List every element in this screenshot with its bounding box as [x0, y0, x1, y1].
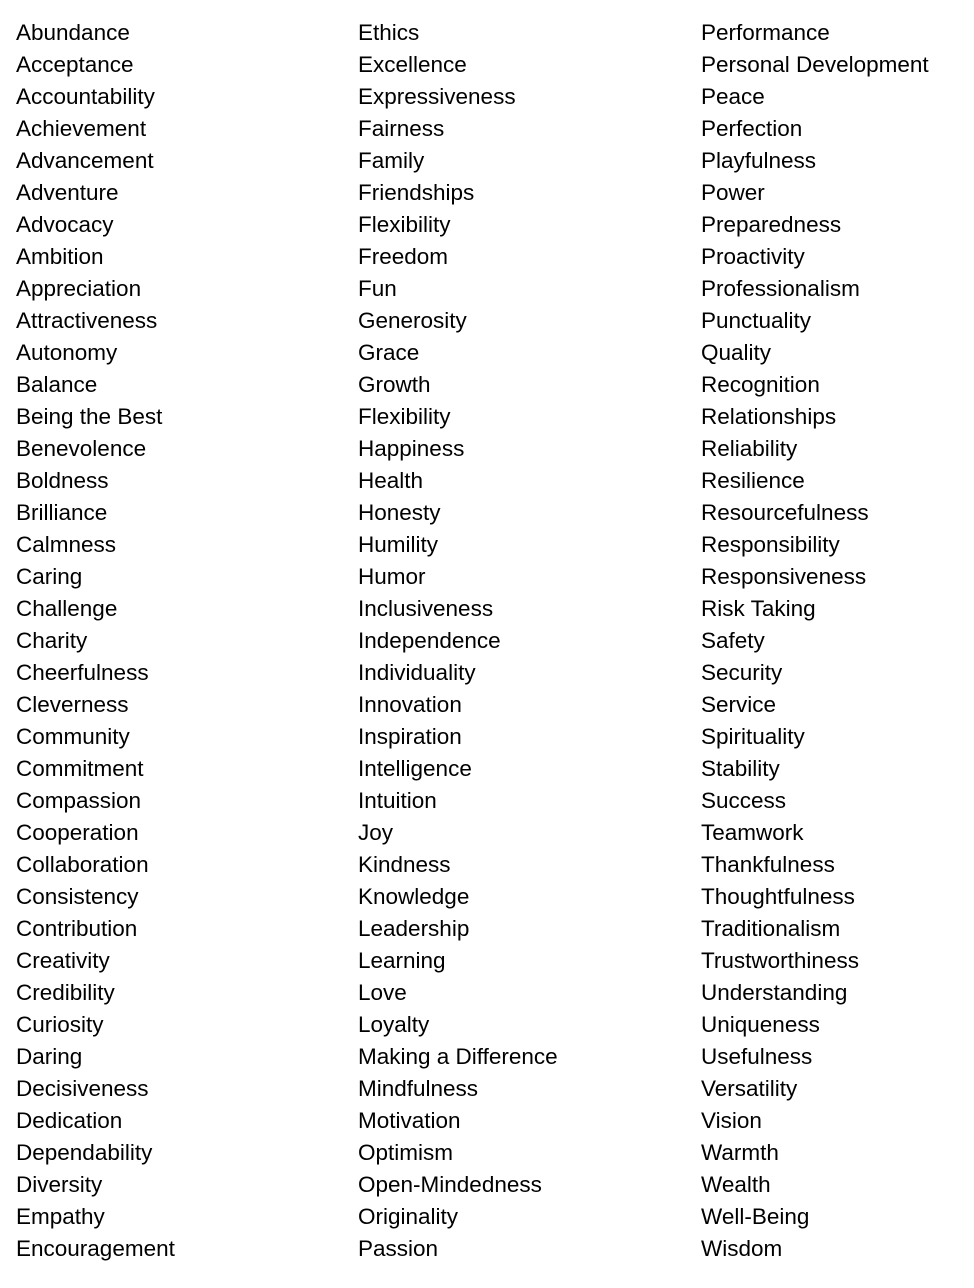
value-word: Innovation	[358, 692, 462, 717]
value-word: Spirituality	[701, 724, 805, 749]
value-word: Security	[701, 660, 783, 685]
value-word: Advancement	[16, 148, 154, 173]
value-word: Cooperation	[16, 820, 139, 845]
value-word: Resilience	[701, 468, 805, 493]
value-word: Punctuality	[701, 308, 812, 333]
value-word: Encouragement	[16, 1236, 175, 1261]
value-word: Intuition	[358, 788, 437, 813]
value-word: Family	[358, 148, 425, 173]
value-word: Empathy	[16, 1204, 105, 1229]
value-word: Ambition	[16, 244, 104, 269]
value-word: Relationships	[701, 404, 837, 429]
value-word: Intelligence	[358, 756, 472, 781]
value-word: Balance	[16, 372, 98, 397]
value-word: Safety	[701, 628, 765, 653]
value-word: Learning	[358, 948, 446, 973]
value-word: Proactivity	[701, 244, 805, 269]
value-word: Contribution	[16, 916, 138, 941]
value-word: Abundance	[16, 20, 130, 45]
value-word: Passion	[358, 1236, 439, 1261]
value-word: Generosity	[358, 308, 467, 333]
value-word: Inclusiveness	[358, 596, 494, 621]
value-word: Preparedness	[701, 212, 842, 237]
value-word: Advocacy	[16, 212, 114, 237]
value-word: Well-Being	[701, 1204, 810, 1229]
value-word: Grace	[358, 340, 420, 365]
value-word: Performance	[701, 20, 830, 45]
value-word: Curiosity	[16, 1012, 104, 1037]
value-word: Trustworthiness	[701, 948, 859, 973]
value-word: Perfection	[701, 116, 803, 141]
value-word: Originality	[358, 1204, 459, 1229]
value-word: Collaboration	[16, 852, 149, 877]
value-word: Wisdom	[701, 1236, 783, 1261]
value-word: Accountability	[16, 84, 155, 109]
value-word: Personal Development	[701, 52, 929, 77]
value-word: Attractiveness	[16, 308, 158, 333]
value-word: Appreciation	[16, 276, 142, 301]
value-word: Playfulness	[701, 148, 817, 173]
value-word: Achievement	[16, 116, 147, 141]
value-word: Motivation	[358, 1108, 461, 1133]
value-word: Wealth	[701, 1172, 771, 1197]
value-word: Uniqueness	[701, 1012, 820, 1037]
value-word: Brilliance	[16, 500, 108, 525]
value-word: Challenge	[16, 596, 118, 621]
value-word: Boldness	[16, 468, 109, 493]
value-word: Leadership	[358, 916, 470, 941]
value-word: Service	[701, 692, 777, 717]
value-word: Kindness	[358, 852, 451, 877]
value-word: Vision	[701, 1108, 762, 1133]
value-word: Love	[358, 980, 407, 1005]
value-word: Understanding	[701, 980, 848, 1005]
value-word: Expressiveness	[358, 84, 516, 109]
value-word: Thankfulness	[701, 852, 835, 877]
value-word: Humility	[358, 532, 439, 557]
value-word: Traditionalism	[701, 916, 841, 941]
value-word: Mindfulness	[358, 1076, 479, 1101]
value-word: Diversity	[16, 1172, 103, 1197]
value-word: Cheerfulness	[16, 660, 149, 685]
value-word: Power	[701, 180, 765, 205]
value-word: Independence	[358, 628, 501, 653]
value-word: Fun	[358, 276, 397, 301]
value-word: Ethics	[358, 20, 420, 45]
value-word: Fairness	[358, 116, 445, 141]
value-word: Versatility	[701, 1076, 798, 1101]
value-word: Knowledge	[358, 884, 470, 909]
value-word: Acceptance	[16, 52, 134, 77]
value-word: Teamwork	[701, 820, 804, 845]
value-word: Commitment	[16, 756, 144, 781]
value-word: Consistency	[16, 884, 139, 909]
value-word: Humor	[358, 564, 426, 589]
value-word: Decisiveness	[16, 1076, 149, 1101]
value-word: Charity	[16, 628, 88, 653]
value-word: Calmness	[16, 532, 117, 557]
value-word: Usefulness	[701, 1044, 813, 1069]
value-word: Credibility	[16, 980, 115, 1005]
value-word: Thoughtfulness	[701, 884, 855, 909]
value-word: Dependability	[16, 1140, 153, 1165]
value-word: Professionalism	[701, 276, 860, 301]
value-word: Being the Best	[16, 404, 163, 429]
value-word: Risk Taking	[701, 596, 816, 621]
values-column-2	[358, 17, 558, 1265]
value-word: Responsibility	[701, 532, 840, 557]
value-word: Benevolence	[16, 436, 147, 461]
value-word: Daring	[16, 1044, 83, 1069]
value-word: Freedom	[358, 244, 449, 269]
value-word: Loyalty	[358, 1012, 430, 1037]
value-word: Recognition	[701, 372, 820, 397]
value-word: Creativity	[16, 948, 110, 973]
value-word: Happiness	[358, 436, 465, 461]
value-word: Dedication	[16, 1108, 123, 1133]
value-word: Honesty	[358, 500, 441, 525]
value-word: Excellence	[358, 52, 467, 77]
value-word: Flexibility	[358, 404, 451, 429]
value-word: Adventure	[16, 180, 119, 205]
value-word: Cleverness	[16, 692, 129, 717]
value-word: Individuality	[358, 660, 476, 685]
value-word: Peace	[701, 84, 765, 109]
value-word: Resourcefulness	[701, 500, 869, 525]
value-word: Friendships	[358, 180, 475, 205]
value-word: Joy	[358, 820, 394, 845]
value-word: Success	[701, 788, 787, 813]
value-word: Stability	[701, 756, 780, 781]
value-word: Health	[358, 468, 424, 493]
value-word: Making a Difference	[358, 1044, 558, 1069]
value-word: Optimism	[358, 1140, 453, 1165]
value-word: Warmth	[701, 1140, 779, 1165]
values-list	[0, 17, 974, 1277]
values-column-1	[16, 17, 175, 1265]
value-word: Growth	[358, 372, 431, 397]
value-word: Community	[16, 724, 130, 749]
value-word: Compassion	[16, 788, 142, 813]
value-word: Inspiration	[358, 724, 462, 749]
value-word: Responsiveness	[701, 564, 867, 589]
value-word: Open-Mindedness	[358, 1172, 542, 1197]
value-word: Autonomy	[16, 340, 118, 365]
value-word: Flexibility	[358, 212, 451, 237]
value-word: Quality	[701, 340, 772, 365]
values-column-3	[701, 17, 929, 1265]
value-word: Caring	[16, 564, 83, 589]
value-word: Reliability	[701, 436, 798, 461]
